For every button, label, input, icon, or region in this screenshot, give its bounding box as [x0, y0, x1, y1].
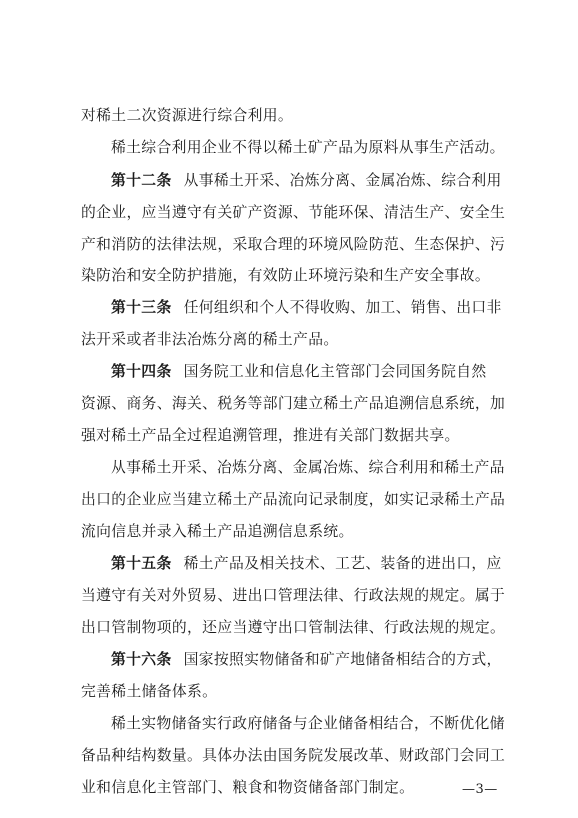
article-line: 第十二条 从事稀土开采、冶炼分离、金属冶炼、综合利用 — [111, 172, 502, 189]
article-number: 第十五条 — [111, 555, 172, 572]
body-line: 染防治和安全防护措施，有效防止环境污染和生产安全事故。 — [81, 267, 490, 284]
body-line: 出口的企业应当建立稀土产品流向记录制度，如实记录稀土产品 — [81, 491, 506, 508]
article-number: 第十六条 — [111, 651, 172, 668]
body-line: 完善稀土储备体系。 — [81, 683, 218, 700]
article-line: 第十三条 任何组织和个人不得收购、加工、销售、出口非 — [111, 299, 502, 316]
body-line: 稀土实物储备实行政府储备与企业储备相结合，不断优化储 — [111, 715, 505, 732]
body-line: 出口管制物项的，还应当遵守出口管制法律、行政法规的规定。 — [81, 619, 506, 636]
body-line: 法开采或者非法冶炼分离的稀土产品。 — [81, 331, 339, 348]
article-line: 第十六条 国家按照实物储备和矿产地储备相结合的方式， — [111, 651, 502, 668]
article-number: 第十二条 — [111, 172, 172, 189]
body-line: 当遵守有关对外贸易、进出口管理法律、行政法规的规定。属于 — [81, 587, 506, 604]
body-line: 对稀土二次资源进行综合利用。 — [81, 107, 294, 124]
body-line: 业和信息化主管部门、粮食和物资储备部门制定。 — [81, 779, 415, 796]
body-line: 备品种结构数量。具体办法由国务院发展改革、财政部门会同工 — [81, 747, 506, 764]
body-line: 强对稀土产品全过程追溯管理，推进有关部门数据共享。 — [81, 427, 460, 444]
body-line: 产和消防的法律法规，采取合理的环境风险防范、生态保护、污 — [81, 236, 506, 253]
body-line: 稀土综合利用企业不得以稀土矿产品为原料从事生产活动。 — [111, 139, 505, 156]
article-number: 第十四条 — [111, 363, 172, 380]
body-line: 资源、商务、海关、税务等部门建立稀土产品追溯信息系统，加 — [81, 395, 506, 412]
article-number: 第十三条 — [111, 299, 172, 316]
article-line: 第十四条 国务院工业和信息化主管部门会同国务院自然 — [111, 363, 487, 380]
page-number: —3— — [462, 782, 498, 797]
body-line: 从事稀土开采、冶炼分离、金属冶炼、综合利用和稀土产品 — [111, 459, 505, 476]
article-line: 第十五条 稀土产品及相关技术、工艺、装备的进出口，应 — [111, 555, 502, 572]
body-line: 的企业，应当遵守有关矿产资源、节能环保、清洁生产、安全生 — [81, 204, 506, 221]
body-line: 流向信息并录入稀土产品追溯信息系统。 — [81, 523, 354, 540]
